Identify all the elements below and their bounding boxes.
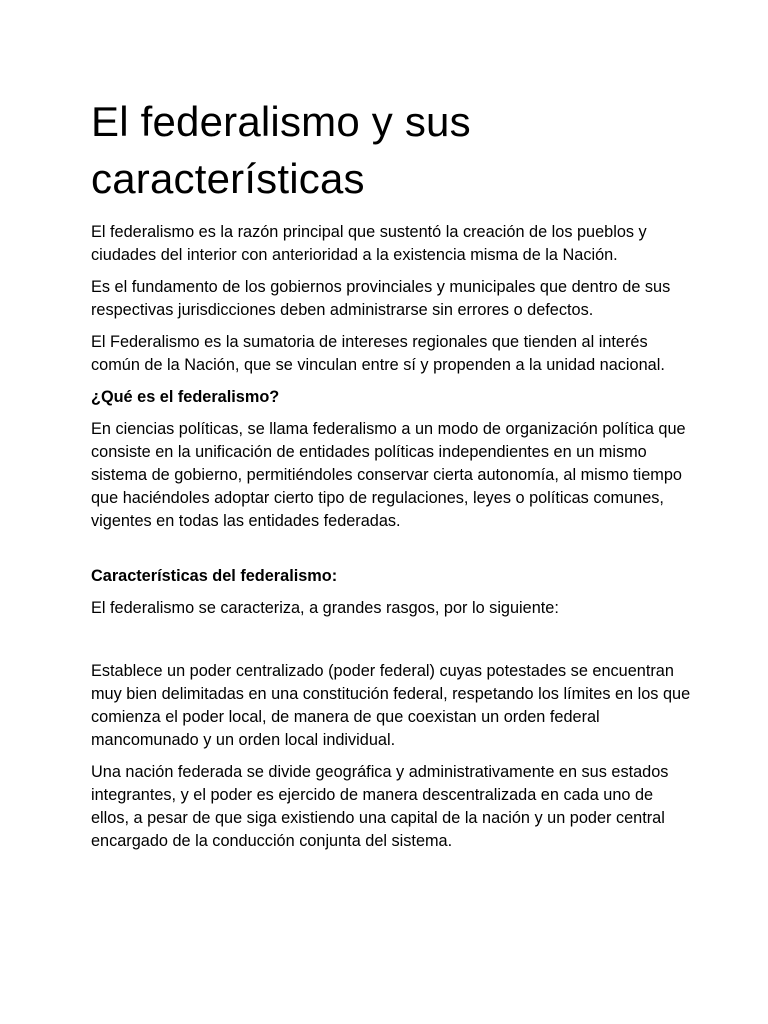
section-lead-paragraph: El federalismo se caracteriza, a grandes rasgos, por lo siguiente: bbox=[91, 599, 559, 617]
characteristic-paragraph-1: Establece un poder centralizado (poder federal) cuyas potestades se encuentran muy bien delimitadas en una constitución federal, respetando los límites en los que comienza el poder local, de manera de que coexistan un orden federal mancomunado y un orden local individual. bbox=[91, 662, 691, 749]
blank-line bbox=[91, 542, 691, 565]
section-paragraph-definition: En ciencias políticas, se llama federalismo a un modo de organización política que consiste en la unificación de entidades políticas independientes en un mismo sistema de gobierno, permitiéndoles conservar cierta autonomía, al mismo tiempo que haciéndoles adoptar cierto tipo de regulaciones, leyes o políticas comunes, vigentes en todas las entidades federadas. bbox=[91, 420, 686, 530]
characteristic-paragraph-2: Una nación federada se divide geográfica y administrativamente en sus estados integrantes, y el poder es ejercido de manera descentralizada en cada uno de ellos, a pesar de que siga existiendo una capital de la nación y un poder central encargado de la conducción conjunta del sistema. bbox=[91, 763, 669, 850]
section-heading-caracteristicas: Características del federalismo: bbox=[91, 567, 338, 585]
document-title: El federalismo y sus características bbox=[91, 98, 471, 202]
intro-paragraph-2: Es el fundamento de los gobiernos provinciales y municipales que dentro de sus respectivas jurisdicciones deben administrarse sin errores o defectos. bbox=[91, 278, 671, 319]
intro-paragraph-3: El Federalismo es la sumatoria de intereses regionales que tienden al interés común de la Nación, que se vinculan entre sí y propenden a la unidad nacional. bbox=[91, 333, 665, 374]
blank-line bbox=[91, 629, 691, 660]
intro-paragraph-1: El federalismo es la razón principal que sustentó la creación de los pueblos y ciudades del interior con anterioridad a la existencia misma de la Nación. bbox=[91, 223, 647, 264]
section-heading-que-es: ¿Qué es el federalismo? bbox=[91, 388, 280, 406]
document-content bbox=[91, 93, 691, 862]
